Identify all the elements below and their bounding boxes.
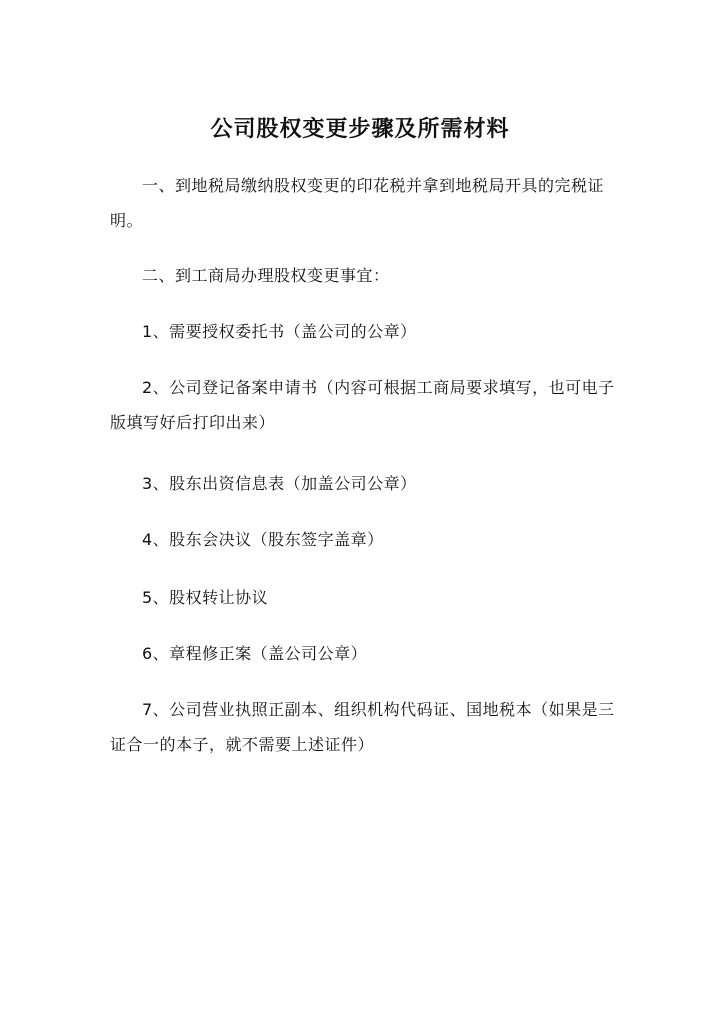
paragraph-step-2: 二、到工商局办理股权变更事宜：	[142, 266, 390, 285]
paragraph-step-1: 一、到地税局缴纳股权变更的印花税并拿到地税局开具的完税证明。	[110, 176, 605, 230]
list-item-articles-amendment: 6、章程修正案（盖公司公章）	[142, 644, 368, 663]
list-item-transfer-agreement: 5、股权转让协议	[142, 588, 269, 607]
list-item-authorization: 1、需要授权委托书（盖公司的公章）	[142, 322, 417, 341]
document-title: 公司股权变更步骤及所需材料	[210, 116, 510, 142]
list-item-licenses: 7、公司营业执照正副本、组织机构代码证、国地税本（如果是三证合一的本子，就不需要上述证件）	[110, 700, 615, 754]
list-item-shareholder-info: 3、股东出资信息表（加盖公司公章）	[142, 474, 417, 493]
list-item-registration-form: 2、公司登记备案申请书（内容可根据工商局要求填写，也可电子版填写好后打印出来）	[110, 378, 615, 432]
list-item-shareholder-resolution: 4、股东会决议（股东签字盖章）	[142, 530, 384, 549]
